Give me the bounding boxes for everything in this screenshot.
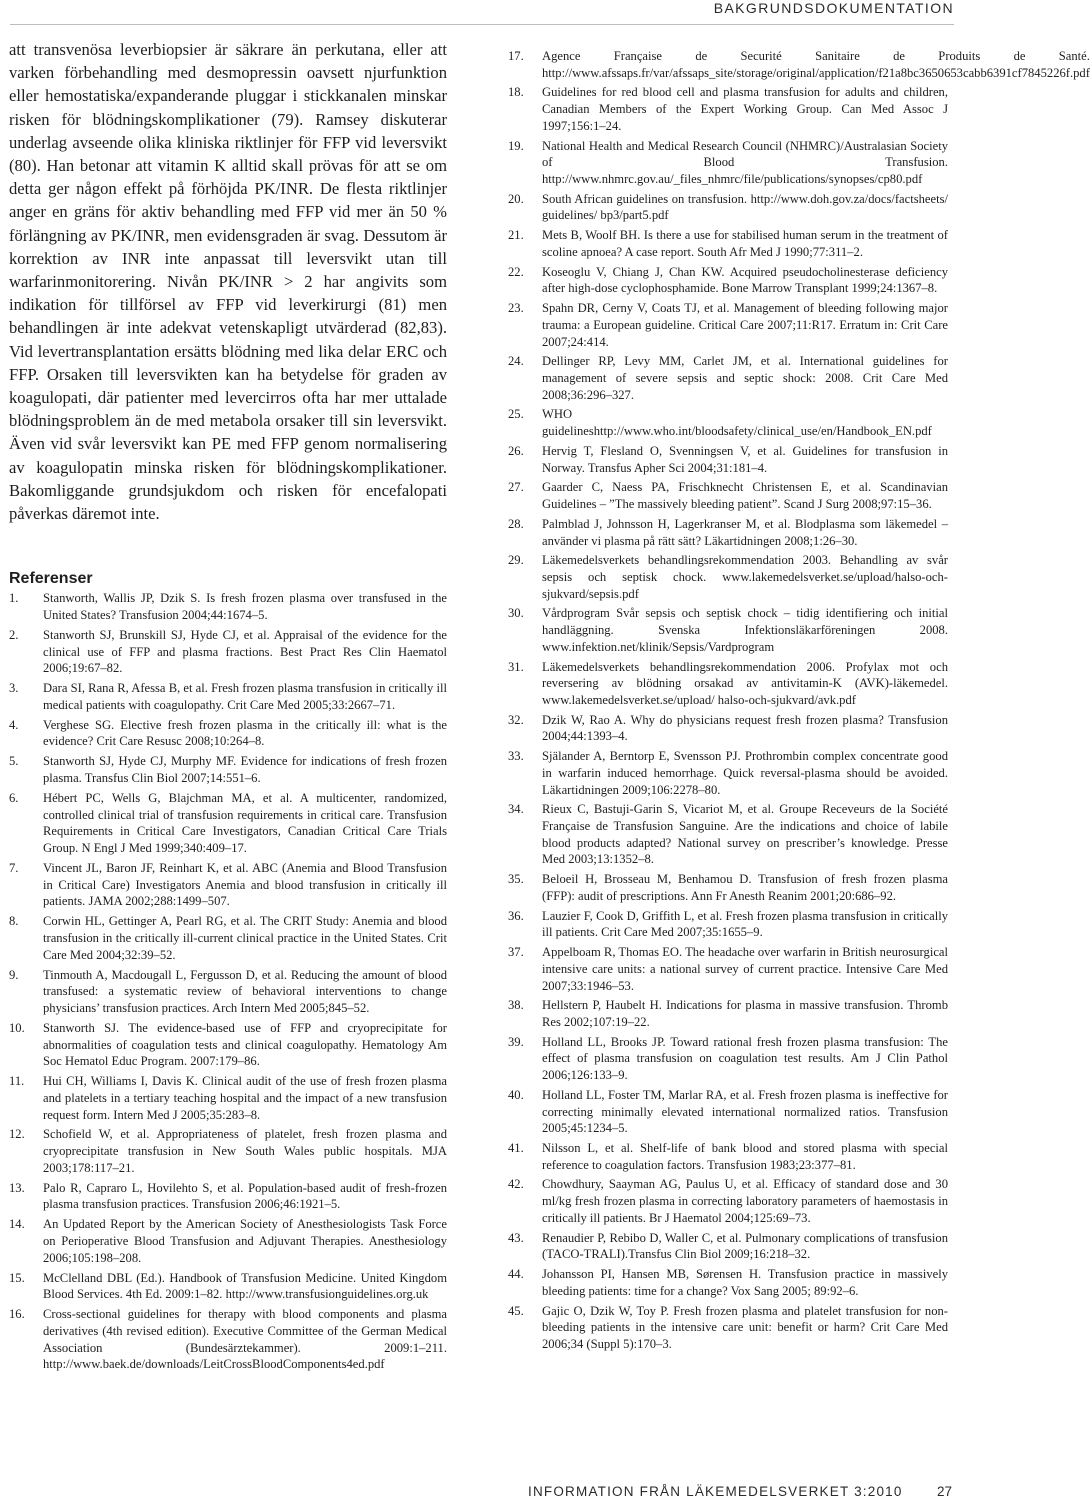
reference-number: 41. bbox=[508, 1141, 524, 1156]
reference-text: Stanworth SJ. The evidence-based use of FFP and cryoprecipitate for abnormalities of coagulation tests and clinical coagulopathy. Hematology Am Soc Hematol Educ Program. 2007:179–86. bbox=[43, 1020, 447, 1069]
reference-text: An Updated Report by the American Society of Anesthesiologists Task Force on Perioperative Blood Transfusion and Adjuvant Therapies. Anesthesiology 2006;105:198–208. bbox=[43, 1217, 447, 1265]
reference-text: Hervig T, Flesland O, Svenningsen V, et al. Guidelines for transfusion in Norway. Transfus Apher Sci 2004;31:181–4. bbox=[542, 443, 948, 475]
reference-text: Verghese SG. Elective fresh frozen plasma in the critically ill: what is the evidence? Crit Care Resusc 2008;10:264–8. bbox=[43, 717, 447, 749]
section-label: BAKGRUNDSDOKUMENTATION bbox=[713, 0, 954, 16]
reference-item bbox=[508, 479, 948, 512]
reference-item bbox=[508, 353, 948, 403]
reference-text: Lauzier F, Cook D, Griffith L, et al. Fresh frozen plasma transfusion in critically ill patients. Crit Care Med 2007;35:1655–9. bbox=[542, 908, 948, 940]
reference-number: 28. bbox=[508, 516, 524, 531]
reference-item bbox=[508, 1034, 948, 1084]
reference-number: 20. bbox=[508, 191, 524, 206]
reference-item bbox=[508, 997, 948, 1030]
reference-text: Chowdhury, Saayman AG, Paulus U, et al. Efficacy of standard dose and 30 ml/kg fresh frozen plasma in correcting laboratory parameters of haemostasis in critically ill patients. Br J Haematol 2004;125:69–73. bbox=[542, 1177, 948, 1225]
reference-item bbox=[508, 516, 948, 549]
reference-number: 15. bbox=[9, 1270, 25, 1285]
reference-number: 22. bbox=[508, 264, 524, 279]
reference-number: 1. bbox=[9, 591, 19, 606]
reference-item bbox=[508, 227, 948, 260]
reference-number: 24. bbox=[508, 354, 524, 369]
reference-text: Corwin HL, Gettinger A, Pearl RG, et al. The CRIT Study: Anemia and blood transfusion in the critically ill-current clinical practice in the United States. Crit Care Med 2004;32:39–52. bbox=[43, 914, 447, 962]
reference-number: 44. bbox=[508, 1267, 524, 1282]
reference-item bbox=[508, 138, 948, 188]
reference-text: Stanworth, Wallis JP, Dzik S. Is fresh frozen plasma over transfused in the United States? Transfusion 2004;44:1674–5. bbox=[43, 591, 447, 622]
publication-footer: INFORMATION FRÅN LÄKEMEDELSVERKET 3:2010 bbox=[528, 1484, 903, 1499]
reference-number: 14. bbox=[9, 1217, 25, 1232]
references-heading: Referenser bbox=[9, 570, 93, 588]
reference-item bbox=[508, 552, 948, 602]
reference-number: 23. bbox=[508, 301, 524, 316]
reference-item bbox=[9, 1270, 447, 1303]
reference-number: 37. bbox=[508, 945, 524, 960]
reference-item bbox=[9, 913, 447, 963]
page-number: 27 bbox=[936, 1484, 952, 1499]
reference-item bbox=[508, 871, 948, 904]
reference-item bbox=[508, 406, 948, 439]
reference-number: 3. bbox=[9, 681, 19, 696]
reference-item bbox=[9, 1306, 447, 1373]
reference-number: 8. bbox=[9, 914, 19, 929]
reference-text: Palo R, Capraro L, Hovilehto S, et al. Population-based audit of fresh-frozen plasma transfusion practices. Transfusion 2006;46:1921–5. bbox=[43, 1180, 447, 1212]
reference-text: Själander A, Berntorp E, Svensson PJ. Prothrombin complex concentrate good in warfarin induced hemorrhage. Quick reversal-plasma should be avoided. Läkartidningen 2009;106:2278–80. bbox=[542, 749, 948, 797]
reference-text: Nilsson L, et al. Shelf-life of bank blood and stored plasma with special reference to coagulation factors. Transfusion 1983;23:377–81. bbox=[542, 1141, 948, 1172]
reference-text: Rieux C, Bastuji-Garin S, Vicariot M, et al. Groupe Receveurs de la Société Française de Transfusion Sanguine. Are the indications and choice of labile blood products adapted? National survey on prescriber’s knowledge. Presse Med 2003;13:1352–8. bbox=[542, 802, 948, 867]
reference-item bbox=[508, 908, 948, 941]
reference-item bbox=[508, 1303, 948, 1353]
reference-text: Appelboam R, Thomas EO. The headache over warfarin in British neurosurgical intensive care units: a national survey of current practice. Intensive Care Med 2007;33:1946–53. bbox=[542, 945, 948, 993]
reference-item bbox=[9, 1216, 447, 1266]
reference-item bbox=[508, 801, 948, 868]
left-column bbox=[9, 38, 447, 1376]
reference-text: Johansson PI, Hansen MB, Sørensen H. Transfusion practice in massively bleeding patients: time for a change? Vox Sang 2005; 89:92–6. bbox=[542, 1267, 948, 1298]
reference-item bbox=[508, 1266, 948, 1299]
reference-number: 38. bbox=[508, 998, 524, 1013]
reference-item bbox=[508, 1140, 948, 1173]
reference-list-left bbox=[9, 590, 447, 1373]
right-column bbox=[508, 48, 1090, 1356]
reference-number: 29. bbox=[508, 553, 524, 568]
reference-text: Schofield W, et al. Appropriateness of platelet, fresh frozen plasma and cryoprecipitate transfusion in New South Wales public hospitals. MJA 2003;178:117–21. bbox=[43, 1127, 447, 1175]
reference-item bbox=[508, 443, 948, 476]
reference-text: Holland LL, Foster TM, Marlar RA, et al. Fresh frozen plasma is ineffective for correcting minimally elevated international normalized ratios. Transfusion 2005;45:1234–5. bbox=[542, 1087, 948, 1136]
reference-number: 18. bbox=[508, 85, 524, 100]
reference-item bbox=[508, 712, 948, 745]
reference-number: 30. bbox=[508, 606, 524, 621]
reference-number: 13. bbox=[9, 1180, 25, 1195]
reference-item bbox=[9, 1126, 447, 1176]
reference-text: Guidelines for red blood cell and plasma transfusion for adults and children, Canadian Members of the Expert Working Group. Can Med Assoc J 1997;156:1–24. bbox=[542, 85, 948, 133]
reference-number: 32. bbox=[508, 712, 524, 727]
reference-item bbox=[508, 84, 948, 134]
reference-number: 19. bbox=[508, 138, 524, 153]
reference-number: 12. bbox=[9, 1127, 25, 1142]
reference-text: Gaarder C, Naess PA, Frischknecht Christensen E, et al. Scandinavian Guidelines – ”The massively bleeding patient”. Scand J Surg 2008;97:15–36. bbox=[542, 480, 948, 512]
reference-item bbox=[508, 944, 948, 994]
reference-item bbox=[9, 753, 447, 786]
reference-number: 25. bbox=[508, 407, 524, 422]
reference-item bbox=[508, 48, 1090, 81]
reference-text: Läkemedelsverkets behandlingsrekommendation 2006. Profylax mot och reversering av blödning orsakad av antivitamin-K (AVK)-läkemedel. www.lakemedelsverket.se/upload/ halso-och-sjukvard/avk.pdf bbox=[542, 659, 948, 707]
reference-text: Vincent JL, Baron JF, Reinhart K, et al. ABC (Anemia and Blood Transfusion in Critical Care) Investigators Anemia and blood transfusion in critically ill patients. JAMA 2002;288:1499–507. bbox=[43, 860, 447, 909]
reference-text: National Health and Medical Research Council (NHMRC)/Australasian Society of Blood Transfusion. http://www.nhmrc.gov.au/_files_nhmrc/file/publications/synopses/cp80.pdf bbox=[542, 138, 948, 187]
reference-item bbox=[9, 860, 447, 910]
reference-number: 5. bbox=[9, 754, 19, 769]
reference-item bbox=[9, 967, 447, 1017]
reference-text: Dara SI, Rana R, Afessa B, et al. Fresh frozen plasma transfusion in critically ill medical patients with coagulopathy. Crit Care Med 2005;33:2667–71. bbox=[43, 681, 447, 712]
reference-number: 42. bbox=[508, 1177, 524, 1192]
reference-text: Hui CH, Williams I, Davis K. Clinical audit of the use of fresh frozen plasma and platelets in a tertiary teaching hospital and the impact of a new transfusion request form. Intern Med J 2005;35:283–8. bbox=[43, 1074, 447, 1122]
reference-number: 10. bbox=[9, 1020, 25, 1035]
reference-item bbox=[9, 1180, 447, 1213]
reference-text: Dzik W, Rao A. Why do physicians request fresh frozen plasma? Transfusion 2004;44:1393–4. bbox=[542, 712, 948, 744]
reference-item bbox=[9, 627, 447, 677]
reference-text: Agence Française de Securité Sanitaire de Produits de Santé. http://www.afssaps.fr/var/afssaps_site/storage/original/application/f21a8bc3650653cabb6391cf7845226f.pdf bbox=[542, 49, 1090, 80]
reference-number: 34. bbox=[508, 802, 524, 817]
reference-text: WHO guidelineshttp://www.who.int/bloodsafety/clinical_use/en/Handbook_EN.pdf bbox=[542, 407, 932, 439]
reference-number: 11. bbox=[9, 1074, 25, 1089]
reference-item bbox=[9, 680, 447, 713]
reference-number: 7. bbox=[9, 860, 19, 875]
reference-text: Beloeil H, Brosseau M, Benhamou D. Transfusion of fresh frozen plasma (FFP): audit of prescriptions. Ann Fr Anesth Reanim 2001;20:686–92. bbox=[542, 872, 948, 903]
reference-text: Hellstern P, Haubelt H. Indications for plasma in massive transfusion. Thromb Res 2002;107:19–22. bbox=[542, 998, 948, 1029]
reference-item bbox=[508, 1230, 948, 1263]
reference-text: Mets B, Woolf BH. Is there a use for stabilised human serum in the treatment of scoline apnoea? A case report. South Afr Med J 1990;77:311–2. bbox=[542, 228, 948, 259]
reference-list-right bbox=[508, 48, 1090, 1353]
reference-text: Gajic O, Dzik W, Toy P. Fresh frozen plasma and platelet transfusion for non-bleeding patients in the intensive care unit: benefit or harm? Crit Care Med 2006;34 (Suppl 5):170–3. bbox=[542, 1303, 948, 1351]
reference-number: 33. bbox=[508, 749, 524, 764]
reference-number: 40. bbox=[508, 1087, 524, 1102]
reference-text: Cross-sectional guidelines for therapy with blood components and plasma derivatives (4th revised edition). Executive Committee of the German Medical Association (Bundesärztekammer). 2009:1–211. http://www.baek.de/downloads/LeitCrossBloodComponents4ed.pdf bbox=[43, 1307, 447, 1372]
reference-text: South African guidelines on transfusion. http://www.doh.gov.za/docs/factsheets/ guidelines/ bp3/part5.pdf bbox=[542, 191, 948, 223]
reference-text: Spahn DR, Cerny V, Coats TJ, et al. Management of bleeding following major trauma: a European guideline. Critical Care 2007;11:R17. Erratum in: Crit Care 2007;24:414. bbox=[542, 301, 948, 349]
reference-text: Stanworth SJ, Brunskill SJ, Hyde CJ, et al. Appraisal of the evidence for the clinical use of FFP and plasma fractions. Best Pract Res Clin Haematol 2006;19:67–82. bbox=[43, 627, 447, 676]
reference-item bbox=[508, 1176, 948, 1226]
reference-number: 45. bbox=[508, 1303, 524, 1318]
reference-text: Tinmouth A, Macdougall L, Fergusson D, et al. Reducing the amount of blood transfused: a systematic review of behavioral interventions to change physicians’ transfusion practices. Arch Intern Med 2005;845–52. bbox=[43, 967, 447, 1015]
reference-number: 26. bbox=[508, 443, 524, 458]
reference-text: Hébert PC, Wells G, Blajchman MA, et al. A multicenter, randomized, controlled clinical trial of transfusion requirements in critical care. Transfusion Requirements in Critical Care Investigators, Canadian Critical Care Trials Group. N Engl J Med 1999;340:409–17. bbox=[43, 790, 447, 856]
reference-item bbox=[9, 590, 447, 623]
reference-item bbox=[9, 790, 447, 857]
reference-number: 27. bbox=[508, 480, 524, 495]
reference-item bbox=[508, 300, 948, 350]
reference-number: 31. bbox=[508, 659, 524, 674]
reference-text: Stanworth SJ, Hyde CJ, Murphy MF. Evidence for indications of fresh frozen plasma. Transfus Clin Biol 2007;14:551–6. bbox=[43, 754, 447, 786]
body-paragraph: att transvenösa leverbiopsier är säkrare än perkutana, eller att varken förbehandling med desmopressin oavsett njurfunktion eller hemostatiska/expanderande pluggar i stickkanalen minskar risken för blödningskomplikationer (79). Ramsey diskuterar underlag avseende olika kliniska riktlinjer för FFP vid leversvikt (80). Han betonar att vitamin K alltid skall prövas för att se om detta ger någon effekt på förhöjda PK/INR. De flesta riktlinjer anger en gräns för aktiv behandling med FFP vid mer än 50 % förlängning av PK/INR, men evidensgraden är svag. Dessutom är korrektion av INR inte anpassat till leversvikt utan till warfarinmonitorering. Nivån PK/INR > 2 har angivits som indikation för tillförsel av FFP vid leverkirurgi (81) men behandlingen är inte adekvat vetenskapligt utvärderad (82,83). Vid levertransplantation ersätts blödning med lika delar ERC och FFP. Orsaken till leversvikten kan ha betydelse för graden av koagulopati, där patienter med levercirros ofta har mer uttalade blödningsproblem än de med metabola orsaker till sin leversvikt. Även vid svår leversvikt kan PE med FFP genom normalisering av koagulopatin minska risken för blödningskomplikationer. Bakomliggande grundsjukdom och risken för encefalopati påverkas däremot inte. bbox=[9, 40, 447, 524]
reference-text: Palmblad J, Johnsson H, Lagerkranser M, et al. Blodplasma som läkemedel – använder vi plasma på rätt sätt? Läkartidningen 2008;1:26–30. bbox=[542, 516, 948, 548]
reference-item bbox=[508, 659, 948, 709]
reference-number: 4. bbox=[9, 717, 19, 732]
header-divider bbox=[10, 24, 954, 25]
reference-number: 2. bbox=[9, 627, 19, 642]
reference-item bbox=[9, 1073, 447, 1123]
reference-item bbox=[508, 264, 948, 297]
reference-item bbox=[508, 191, 948, 224]
reference-number: 36. bbox=[508, 908, 524, 923]
reference-text: Holland LL, Brooks JP. Toward rational fresh frozen plasma transfusion: The effect of plasma transfusion on coagulation test results. Am J Clin Pathol 2006;126:133–9. bbox=[542, 1034, 948, 1083]
reference-text: Vårdprogram Svår sepsis och septisk chock – tidig identifiering och initial handläggning. Svenska Infektionsläkarföreningen 2008. www.infektion.net/klinik/Sepsis/Vardprogram bbox=[542, 606, 948, 654]
reference-number: 16. bbox=[9, 1307, 25, 1322]
reference-number: 6. bbox=[9, 790, 19, 805]
reference-item bbox=[508, 605, 948, 655]
reference-text: McClelland DBL (Ed.). Handbook of Transfusion Medicine. United Kingdom Blood Services. 4th Ed. 2009:1–82. http://www.transfusionguidelines.org.uk bbox=[43, 1270, 447, 1302]
reference-number: 9. bbox=[9, 967, 19, 982]
reference-number: 35. bbox=[508, 872, 524, 887]
reference-item bbox=[9, 717, 447, 750]
reference-text: Koseoglu V, Chiang J, Chan KW. Acquired pseudocholinesterase deficiency after high-dose cyclophosphamide. Bone Marrow Transplant 1999;24:1367–8. bbox=[542, 264, 948, 296]
reference-item bbox=[508, 1087, 948, 1137]
reference-item bbox=[9, 1020, 447, 1070]
reference-item bbox=[508, 748, 948, 798]
reference-number: 43. bbox=[508, 1230, 524, 1245]
reference-number: 17. bbox=[508, 49, 524, 63]
reference-text: Renaudier P, Rebibo D, Waller C, et al. Pulmonary complications of transfusion (TACO-TRALI).Transfus Clin Biol 2009;16:218–32. bbox=[542, 1230, 948, 1262]
reference-text: Läkemedelsverkets behandlingsrekommendation 2003. Behandling av svår sepsis och septisk chock. www.lakemedelsverket.se/upload/halso-och-sjukvard/sepsis.pdf bbox=[542, 553, 948, 601]
reference-number: 21. bbox=[508, 228, 524, 243]
reference-text: Dellinger RP, Levy MM, Carlet JM, et al. International guidelines for management of severe sepsis and septic shock: 2008. Crit Care Med 2008;36:296–327. bbox=[542, 354, 948, 402]
reference-number: 39. bbox=[508, 1034, 524, 1049]
